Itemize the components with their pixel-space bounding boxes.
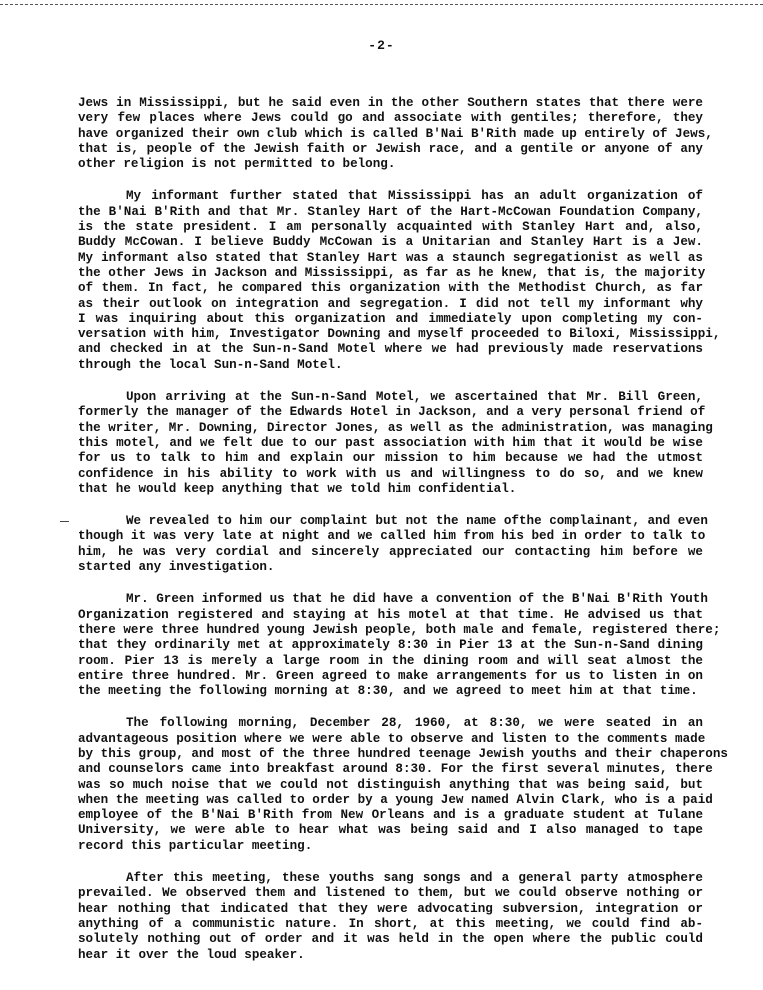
text-line: the B'Nai B'Rith and that Mr. Stanley Hart of the Hart-McCowan Foundation Company, [78, 204, 703, 219]
text-line: versation with him, Investigator Downing and myself proceeded to Biloxi, Mississippi, [78, 327, 721, 342]
text-line: him, he was very cordial and sincerely appreciated our contacting him before we [78, 544, 703, 559]
text-line: room. Pier 13 is merely a large room in the dining room and will seat almost the [78, 653, 703, 668]
text-line: hear nothing that indicated that they were advocating subversion, integration or [78, 901, 703, 916]
text-line: that they ordinarily met at approximately 8:30 in Pier 13 at the Sun-n-Sand dining [78, 638, 703, 653]
paragraph-5 [78, 592, 721, 699]
text-line: have organized their own club which is called B'Nai B'Rith made up entirely of Jews, [78, 126, 713, 141]
text-line: University, we were able to hear what was being said and I also managed to tape [78, 823, 703, 838]
top-edge-rule [0, 4, 763, 5]
text-line: Jews in Mississippi, but he said even in the other Southern states that there were [78, 96, 703, 110]
text-line: hear it over the loud speaker. [78, 947, 305, 962]
text-line: advantageous position where we were able to observe and listen to the comments made [78, 731, 706, 746]
document-body [78, 96, 728, 980]
text-line: this motel, and we felt due to our past association with him that it would be wise [78, 435, 703, 450]
text-line: My informant further stated that Mississippi has an adult organization of [126, 189, 703, 204]
text-line: through the local Sun-n-Sand Motel. [78, 357, 343, 372]
text-line: that is, people of the Jewish faith or Jewish race, and a gentile or anyone of any [78, 141, 703, 156]
text-line: very few places where Jews could go and associate with gentiles; therefore, they [78, 111, 703, 126]
paragraph-4 [78, 514, 708, 575]
text-line: other religion is not permitted to belong. [78, 157, 396, 172]
text-line: solutely nothing out of order and it was held in the open where the public could [78, 932, 703, 947]
text-line: Upon arriving at the Sun-n-Sand Motel, we ascertained that Mr. Bill Green, [126, 390, 703, 405]
text-line: The following morning, December 28, 1960, at 8:30, we were seated in an [126, 716, 703, 731]
paragraph-6 [78, 716, 728, 854]
text-line: there were three hundred young Jewish people, both male and female, registered there; [78, 622, 721, 637]
text-line: record this particular meeting. [78, 838, 313, 853]
page-number: -2- [368, 38, 395, 53]
text-line: Buddy McCowan. I believe Buddy McCowan is a Unitarian and Stanley Hart is a Jew. [78, 235, 703, 250]
text-line: and counselors came into breakfast around 8:30. For the first several minutes, there [78, 762, 713, 777]
paragraph-2 [78, 189, 721, 373]
text-line: the meeting the following morning at 8:30, and we agreed to meet him at that time. [78, 684, 698, 699]
text-line: is the state president. I am personally acquainted with Stanley Hart and, also, [78, 220, 703, 235]
text-line: Mr. Green informed us that he did have a convention of the B'Nai B'Rith Youth [126, 592, 708, 607]
text-line: formerly the manager of the Edwards Hotel in Jackson, and a very personal friend of [78, 405, 706, 420]
text-line: and checked in at the Sun-n-Sand Motel where we had previously made reservations [78, 342, 703, 357]
text-line: entire three hundred. Mr. Green agreed to make arrangements for us to listen in on [78, 668, 703, 683]
text-line: when the meeting was called to order by a young Jew named Alvin Clark, who is a paid [78, 792, 713, 807]
text-line: My informant also stated that Stanley Hart was a staunch segregationist as well as [78, 250, 703, 265]
text-line: I was inquiring about this organization and immediately upon completing my con- [78, 311, 703, 326]
paragraph-3 [78, 390, 713, 497]
text-line: We revealed to him our complaint but not the name ofthe complainant, and even [126, 514, 708, 529]
text-line: of them. In fact, he compared this organization with the Methodist Church, as far [78, 281, 703, 296]
text-line: as their outlook on integration and segregation. I did not tell my informant why [78, 296, 703, 311]
paragraph-1 [78, 96, 713, 172]
text-line: for us to talk to him and explain our mission to him because we had the utmost [78, 451, 703, 466]
text-line: was so much noise that we could not distinguish anything that was being said, but [78, 777, 703, 792]
text-line: confidence in his ability to work with us and willingness to do so, and we knew [78, 466, 703, 481]
text-line: employee of the B'Nai B'Rith from New Orleans and is a graduate student at Tulane [78, 808, 703, 823]
text-line: though it was very late at night and we called him from his bed in order to talk to [78, 529, 706, 544]
text-line: by this group, and most of the three hundred teenage Jewish youths and their chaperons [78, 746, 728, 761]
text-line: Organization registered and staying at his motel at that time. He advised us that [78, 607, 703, 622]
text-line: After this meeting, these youths sang songs and a general party atmosphere [126, 871, 703, 886]
margin-mark [60, 521, 69, 522]
text-line: the other Jews in Jackson and Mississippi, as far as he knew, that is, the majority [78, 265, 706, 280]
text-line: started any investigation. [78, 560, 275, 575]
paragraph-7 [78, 871, 703, 963]
text-line: the writer, Mr. Downing, Director Jones, as well as the administration, was managing [78, 420, 713, 435]
text-line: that he would keep anything that we told him confidential. [78, 481, 517, 496]
text-line: anything of a communistic nature. In short, at this meeting, we could find ab- [78, 916, 703, 931]
text-line: prevailed. We observed them and listened to them, but we could observe nothing or [78, 886, 703, 901]
